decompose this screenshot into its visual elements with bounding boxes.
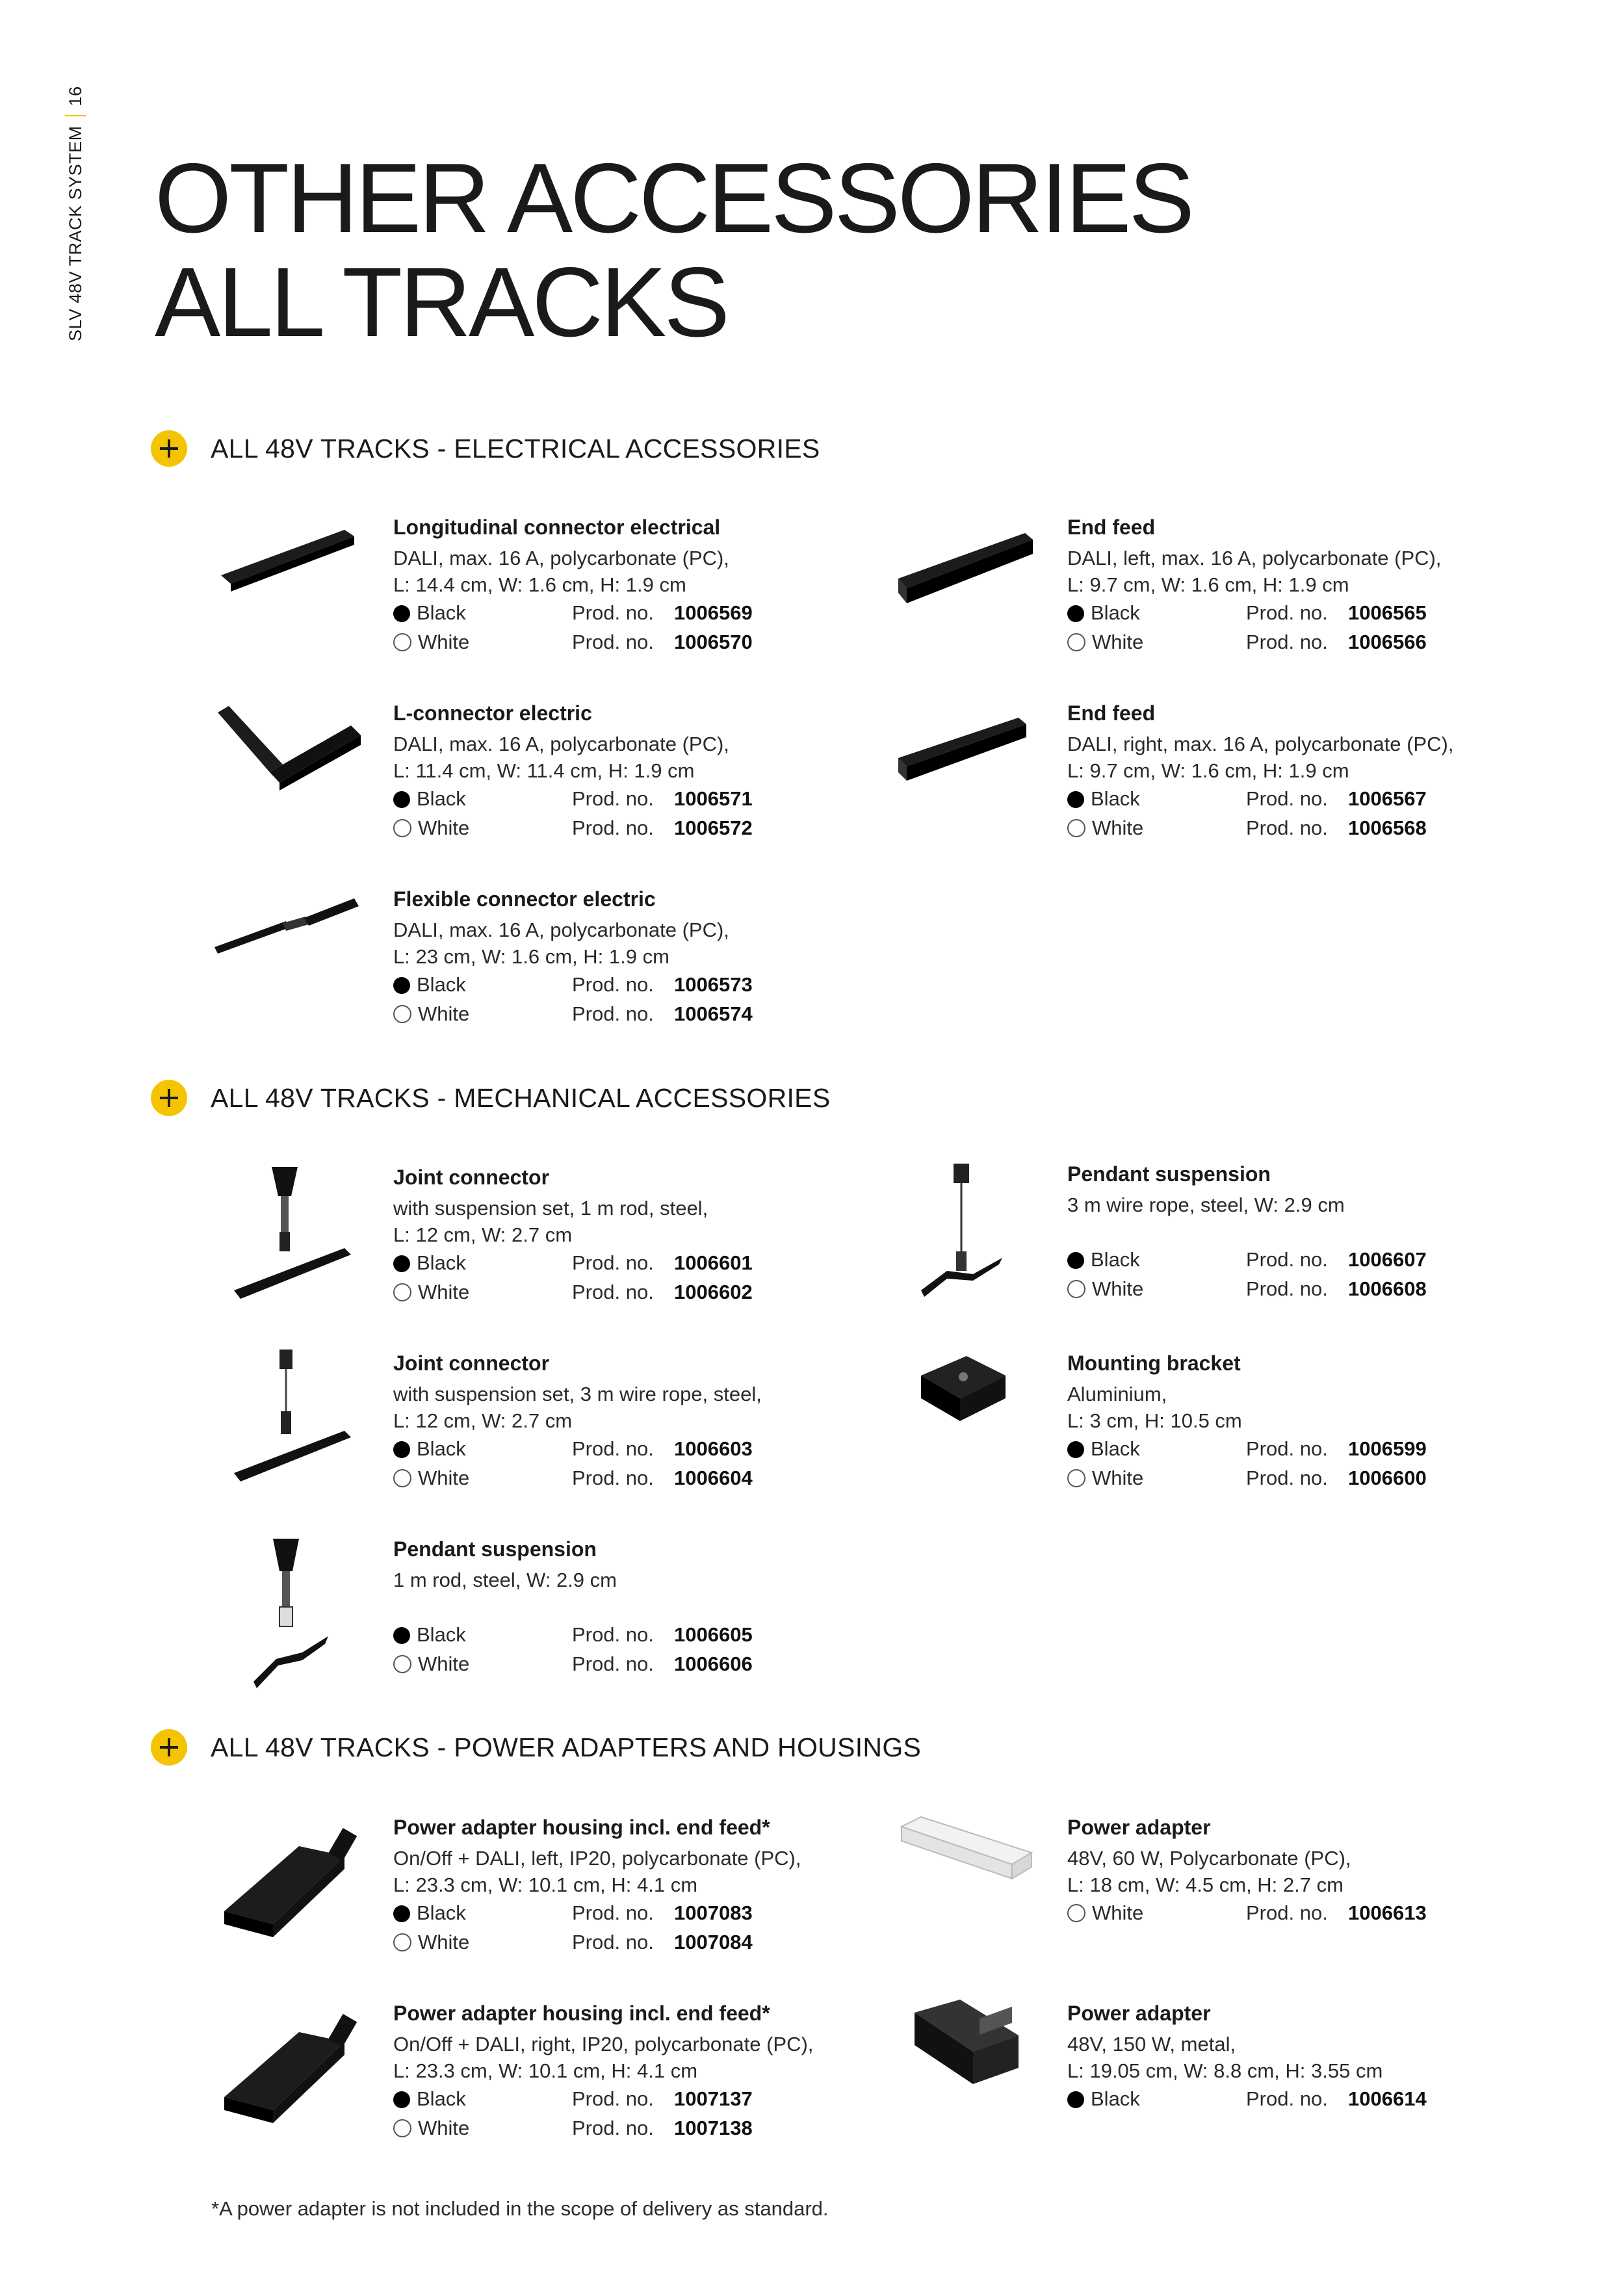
product-number: 1007083 xyxy=(674,1901,753,1924)
variant-row: Black Prod. no. 1006605 xyxy=(393,1620,848,1649)
sidebar-label xyxy=(65,86,86,341)
product-description: 1 m rod, steel, W: 2.9 cm xyxy=(393,1569,617,1591)
variant-row: Black Prod. no. 1006567 xyxy=(1067,784,1522,813)
product-number: 1006570 xyxy=(674,631,753,653)
product-number: 1006571 xyxy=(674,787,753,810)
white-color-icon xyxy=(393,1933,411,1951)
white-color-icon xyxy=(393,1005,411,1023)
product-name: Flexible connector electric xyxy=(393,887,656,911)
white-color-icon xyxy=(1067,633,1085,651)
white-color-icon xyxy=(393,1469,411,1487)
product-description: DALI, max. 16 A, polycarbonate (PC), L: 23 cm, W: 1.6 cm, H: 1.9 cm xyxy=(393,919,729,968)
longitudinal-connector-image xyxy=(214,514,390,676)
white-color-icon xyxy=(1067,1469,1085,1487)
page-title xyxy=(155,143,1192,358)
section-mechanical xyxy=(151,1080,830,1116)
product-description: DALI, max. 16 A, polycarbonate (PC), L: 11.4 cm, W: 11.4 cm, H: 1.9 cm xyxy=(393,733,729,782)
product-description: DALI, right, max. 16 A, polycarbonate (PC), L: 9.7 cm, W: 1.6 cm, H: 1.9 cm xyxy=(1067,733,1454,782)
product-number: 1006599 xyxy=(1348,1437,1427,1460)
product-number: 1007138 xyxy=(674,2117,753,2139)
product-name: Power adapter housing incl. end feed* xyxy=(393,2002,770,2025)
black-color-icon xyxy=(1067,605,1084,622)
product-description: On/Off + DALI, right, IP20, polycarbonate (PC), L: 23.3 cm, W: 10.1 cm, H: 4.1 cm xyxy=(393,2033,814,2082)
power-adapter-image xyxy=(889,2000,1064,2162)
black-color-icon xyxy=(393,977,410,994)
variant-row: White Prod. no. 1006568 xyxy=(1067,813,1522,842)
end-feed-image xyxy=(889,514,1064,676)
adapter-housing-image xyxy=(214,1814,390,1976)
product-end-feed-right xyxy=(889,699,1513,868)
black-color-icon xyxy=(393,1905,410,1922)
product-description: Aluminium, L: 3 cm, H: 10.5 cm xyxy=(1067,1383,1242,1432)
product-pendant-suspension-wire xyxy=(889,1160,1513,1329)
product-number: 1006613 xyxy=(1348,1901,1427,1924)
product-number: 1006607 xyxy=(1348,1248,1427,1271)
product-flexible-connector xyxy=(214,885,838,1054)
product-name: L-connector electric xyxy=(393,701,592,725)
product-mounting-bracket xyxy=(889,1350,1513,1519)
product-number: 1006574 xyxy=(674,1002,753,1025)
product-number: 1006614 xyxy=(1348,2087,1427,2110)
product-number: 1006602 xyxy=(674,1281,753,1303)
product-name: End feed xyxy=(1067,701,1156,725)
product-power-adapter-60w xyxy=(889,1814,1513,1983)
variant-row: Black Prod. no. 1006607 xyxy=(1067,1245,1522,1274)
product-power-adapter-housing-left xyxy=(214,1814,838,1983)
variant-row: Black Prod. no. 1006573 xyxy=(393,970,848,999)
white-color-icon xyxy=(393,819,411,837)
product-number: 1006608 xyxy=(1348,1277,1427,1300)
variant-row: White Prod. no. 1007084 xyxy=(393,1927,848,1957)
white-color-icon xyxy=(393,1655,411,1673)
black-color-icon xyxy=(1067,1441,1084,1458)
white-color-icon xyxy=(393,1283,411,1301)
variant-row: Black Prod. no. 1006601 xyxy=(393,1248,848,1277)
black-color-icon xyxy=(393,1255,410,1272)
product-name: End feed xyxy=(1067,515,1156,539)
product-joint-connector-wire xyxy=(214,1350,838,1519)
black-color-icon xyxy=(1067,1252,1084,1269)
variant-row: White Prod. no. 1006604 xyxy=(393,1463,848,1493)
white-color-icon xyxy=(393,633,411,651)
pendant-suspension-image xyxy=(889,1160,1064,1323)
l-connector-image xyxy=(214,699,390,862)
product-number: 1006604 xyxy=(674,1467,753,1489)
joint-connector-image xyxy=(214,1350,390,1512)
product-name: Mounting bracket xyxy=(1067,1351,1241,1375)
section-title: ALL 48V TRACKS - POWER ADAPTERS AND HOUSINGS xyxy=(211,1732,922,1762)
product-number: 1007137 xyxy=(674,2087,753,2110)
variant-row: White Prod. no. 1006570 xyxy=(393,627,848,657)
variant-row: White Prod. no. 1006572 xyxy=(393,813,848,842)
page-title-line2: ALL TRACKS xyxy=(155,247,727,358)
power-adapter-image xyxy=(889,1814,1064,1976)
product-number: 1006565 xyxy=(1348,601,1427,624)
black-color-icon xyxy=(393,605,410,622)
product-description: 3 m wire rope, steel, W: 2.9 cm xyxy=(1067,1194,1345,1216)
variant-row: White Prod. no. 1006566 xyxy=(1067,627,1522,657)
variant-row: White Prod. no. 1006600 xyxy=(1067,1463,1522,1493)
product-description: with suspension set, 3 m wire rope, steel, L: 12 cm, W: 2.7 cm xyxy=(393,1383,762,1432)
black-color-icon xyxy=(1067,2091,1084,2108)
product-name: Longitudinal connector electrical xyxy=(393,515,721,539)
product-name: Power adapter xyxy=(1067,2002,1211,2025)
product-name: Pendant suspension xyxy=(1067,1162,1271,1186)
variant-row: White Prod. no. 1006574 xyxy=(393,999,848,1028)
variant-row: White Prod. no. 1006606 xyxy=(393,1649,848,1678)
product-name: Power adapter xyxy=(1067,1816,1211,1839)
product-description: On/Off + DALI, left, IP20, polycarbonate (PC), L: 23.3 cm, W: 10.1 cm, H: 4.1 cm xyxy=(393,1847,801,1896)
product-number: 1006601 xyxy=(674,1251,753,1274)
product-description: 48V, 60 W, Polycarbonate (PC), L: 18 cm, W: 4.5 cm, H: 2.7 cm xyxy=(1067,1847,1351,1896)
end-feed-image xyxy=(889,699,1064,862)
plus-icon[interactable] xyxy=(151,1729,187,1766)
product-joint-connector-rod xyxy=(214,1164,838,1333)
white-color-icon xyxy=(393,2119,411,2137)
product-number: 1006567 xyxy=(1348,787,1427,810)
product-number: 1006568 xyxy=(1348,816,1427,839)
variant-row: Black Prod. no. 1007137 xyxy=(393,2084,848,2113)
variant-row: Black Prod. no. 1006569 xyxy=(393,598,848,627)
white-color-icon xyxy=(1067,819,1085,837)
page-number: 16 xyxy=(65,86,85,107)
adapter-housing-image xyxy=(214,2000,390,2162)
black-color-icon xyxy=(393,2091,410,2108)
product-number: 1006572 xyxy=(674,816,753,839)
pendant-suspension-image xyxy=(214,1535,390,1698)
flexible-connector-image xyxy=(214,885,390,1048)
variant-row: White Prod. no. 1007138 xyxy=(393,2113,848,2143)
plus-icon[interactable] xyxy=(151,430,187,467)
product-l-connector xyxy=(214,699,838,868)
sidebar-divider xyxy=(65,115,86,116)
product-name: Joint connector xyxy=(393,1166,550,1189)
product-description: 48V, 150 W, metal, L: 19.05 cm, W: 8.8 cm, H: 3.55 cm xyxy=(1067,2033,1383,2082)
variant-row: Black Prod. no. 1006599 xyxy=(1067,1434,1522,1463)
footnote: *A power adapter is not included in the scope of delivery as standard. xyxy=(211,2197,829,2220)
product-number: 1006606 xyxy=(674,1652,753,1675)
mounting-bracket-image xyxy=(889,1350,1064,1512)
variant-row: Black Prod. no. 1006614 xyxy=(1067,2084,1522,2113)
product-power-adapter-housing-right xyxy=(214,2000,838,2169)
variant-row: Black Prod. no. 1006603 xyxy=(393,1434,848,1463)
variant-row: Black Prod. no. 1006565 xyxy=(1067,598,1522,627)
black-color-icon xyxy=(393,1627,410,1644)
section-electrical xyxy=(151,430,820,467)
product-description: DALI, left, max. 16 A, polycarbonate (PC), L: 9.7 cm, W: 1.6 cm, H: 1.9 cm xyxy=(1067,547,1442,596)
product-description: DALI, max. 16 A, polycarbonate (PC), L: 14.4 cm, W: 1.6 cm, H: 1.9 cm xyxy=(393,547,729,596)
product-number: 1006566 xyxy=(1348,631,1427,653)
variant-row: Black Prod. no. 1006571 xyxy=(393,784,848,813)
black-color-icon xyxy=(393,1441,410,1458)
product-pendant-suspension-rod xyxy=(214,1535,838,1704)
section-power xyxy=(151,1729,921,1766)
product-name: Pendant suspension xyxy=(393,1537,597,1561)
sidebar-product-line: SLV 48V TRACK SYSTEM xyxy=(65,125,85,341)
product-number: 1006603 xyxy=(674,1437,753,1460)
white-color-icon xyxy=(1067,1280,1085,1298)
product-name: Joint connector xyxy=(393,1351,550,1375)
section-title: ALL 48V TRACKS - ELECTRICAL ACCESSORIES xyxy=(211,433,820,463)
product-number: 1007084 xyxy=(674,1931,753,1953)
section-title: ALL 48V TRACKS - MECHANICAL ACCESSORIES xyxy=(211,1082,831,1113)
product-power-adapter-150w xyxy=(889,2000,1513,2169)
variant-row: White Prod. no. 1006608 xyxy=(1067,1274,1522,1303)
product-number: 1006573 xyxy=(674,973,753,996)
product-number: 1006569 xyxy=(674,601,753,624)
variant-row: Black Prod. no. 1007083 xyxy=(393,1898,848,1927)
product-description: with suspension set, 1 m rod, steel, L: 12 cm, W: 2.7 cm xyxy=(393,1197,708,1246)
variant-row: White Prod. no. 1006613 xyxy=(1067,1898,1522,1927)
product-number: 1006600 xyxy=(1348,1467,1427,1489)
plus-icon[interactable] xyxy=(151,1080,187,1116)
product-name: Power adapter housing incl. end feed* xyxy=(393,1816,770,1839)
page-title-line1: OTHER ACCESSORIES xyxy=(155,143,1192,254)
white-color-icon xyxy=(1067,1904,1085,1922)
product-number: 1006605 xyxy=(674,1623,753,1646)
joint-connector-image xyxy=(214,1164,390,1326)
black-color-icon xyxy=(1067,791,1084,808)
variant-row: White Prod. no. 1006602 xyxy=(393,1277,848,1307)
product-end-feed-left xyxy=(889,514,1513,683)
black-color-icon xyxy=(393,791,410,808)
product-longitudinal-connector xyxy=(214,514,838,683)
